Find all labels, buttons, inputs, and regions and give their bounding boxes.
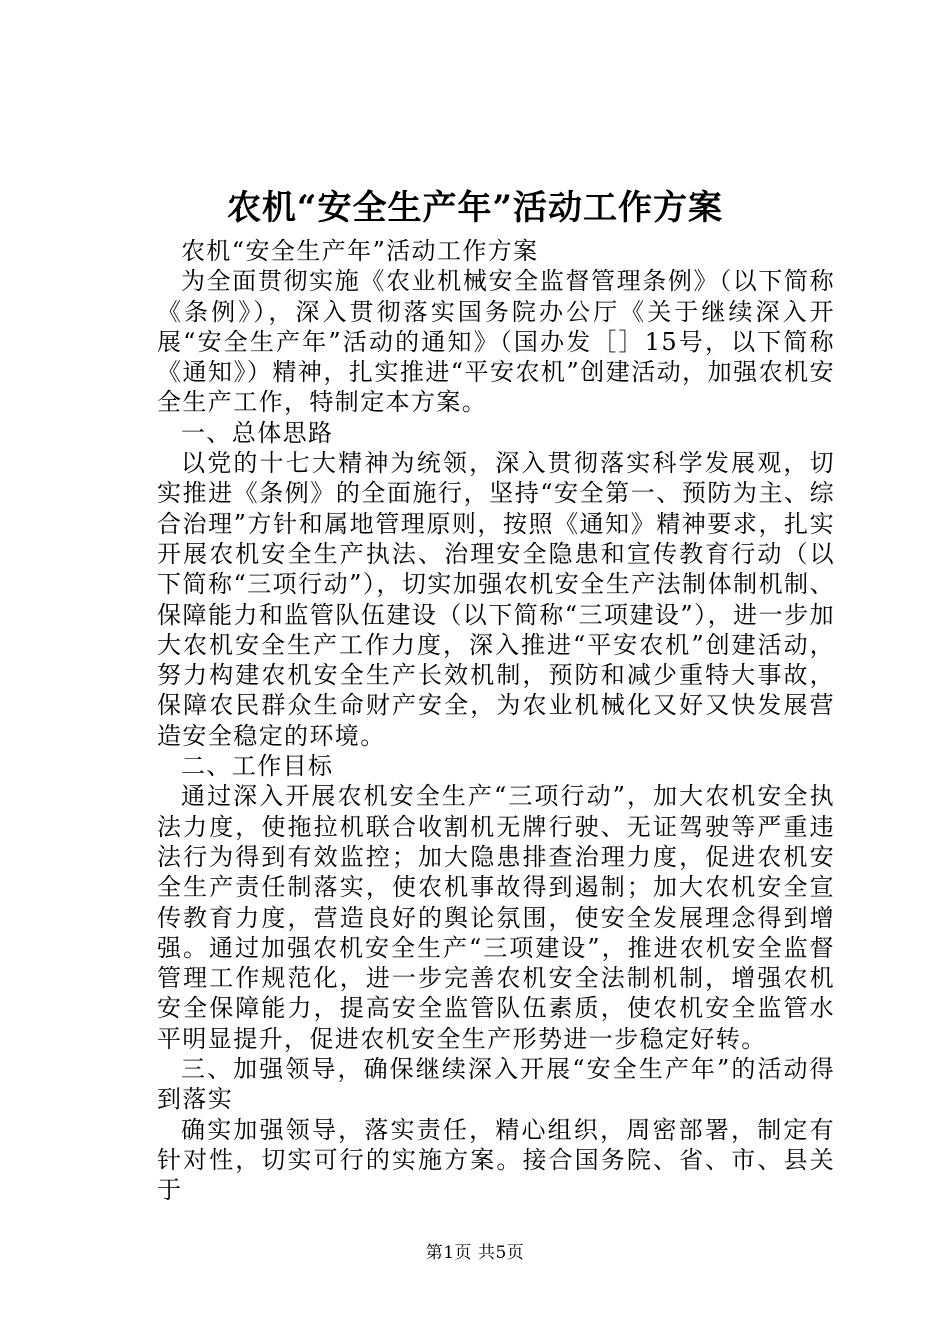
section-heading-work-goals: 二、工作目标 [181,752,334,781]
work-goals-paragraph: 通过深入开展农机安全生产“三项行动”，加大农机安全执法力度，使拖拉机联合收割机无牌行驶、无证驾驶等严重违法行为得到有效监控；加大隐患排查治理力度，促进农机安全生产责任制落实，使农机事故得到遏制；加大农机安全宣传教育力度，营造良好的舆论氛围，使安全发展理念得到增强。通过加强农机安全生产“三项建设”，推进农机安全监督管理工作规范化，进一步完善农机安全法制机制，增强农机安全保障能力，提高安全监管队伍素质，使农机安全监管水平明显提升，促进农机安全生产形势进一步稳定好转。 [157,782,835,1053]
overall-approach-paragraph: 以党的十七大精神为统领，深入贯彻落实科学发展观，切实推进《条例》的全面施行，坚持“安全第一、预防为主、综合治理”方针和属地管理原则，按照《通知》精神要求，扎实开展农机安全生产执法、治理安全隐患和宣传教育行动（以下简称“三项行动”），切实加强农机安全生产法制体制机制、保障能力和监管队伍建设（以下简称“三项建设”），进一步加大农机安全生产工作力度，深入推进“平安农机”创建活动，努力构建农机安全生产长效机制，预防和减少重特大事故，保障农民群众生命财产安全，为农业机械化又好又快发展营造安全稳定的环境。 [157,449,835,750]
section-heading-leadership: 三、加强领导，确保继续深入开展“安全生产年”的活动得到落实 [157,1055,835,1114]
document-title: 农机“安全生产年”活动工作方案 [226,188,724,228]
leadership-paragraph: 确实加强领导，落实责任，精心组织，周密部署，制定有针对性，切实可行的实施方案。接合国务院、省、市、县关于 [157,1115,835,1205]
subtitle-paragraph: 农机“安全生产年”活动工作方案 [181,237,539,265]
intro-paragraph: 为全面贯彻实施《农业机械安全监督管理条例》（以下简称《条例》），深入贯彻落实国务院办公厅《关于继续深入开展“安全生产年”活动的通知》（国办发［］15号，以下简称《通知》）精神，扎实推进“平安农机”创建活动，加强农机安全生产工作，特制定本方案。 [157,267,835,417]
section-heading-overall-approach: 一、总体思路 [181,418,334,447]
page-footer: 第1页 共5页 [425,1243,525,1263]
document-body [157,236,835,1206]
